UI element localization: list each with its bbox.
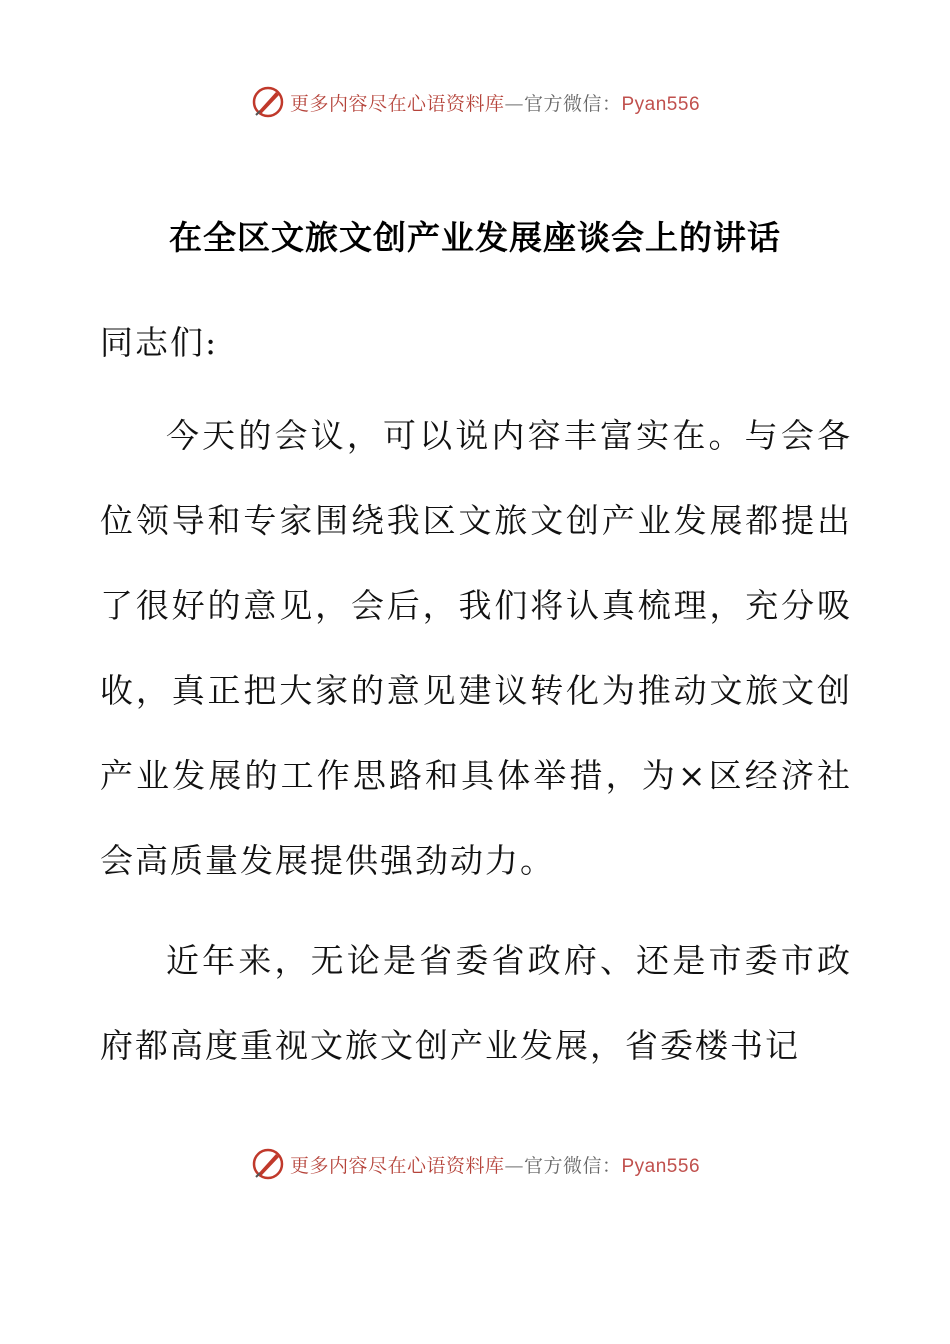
watermark-text: 更多内容尽在心语资料库 (289, 92, 505, 115)
watermark-separator: — (504, 1154, 524, 1177)
document-title: 在全区文旅文创产业发展座谈会上的讲话 (169, 218, 781, 257)
pen-logo-icon (250, 1146, 286, 1182)
watermark-banner-bottom (0, 1144, 950, 1184)
paragraph-2-container (100, 918, 852, 1088)
watermark-wechat-id: Pyan556 (621, 1155, 701, 1177)
paragraph-1-container (100, 393, 852, 903)
watermark-wechat-id: Pyan556 (621, 93, 701, 115)
watermark-wechat-label: 官方微信： (523, 92, 622, 115)
pen-logo-icon (250, 84, 286, 120)
watermark-text: 更多内容尽在心语资料库 (289, 1154, 505, 1177)
paragraph-1: 今天的会议，可以说内容丰富实在。与会各位领导和专家围绕我区文旅文创产业发展都提出了很好的意见，会后，我们将认真梳理，充分吸收，真正把大家的意见建议转化为推动文旅文创产业发展的工作思路和具体举措，为×区经济社会高质量发展提供强劲动力。 (100, 416, 852, 880)
watermark-wechat-label: 官方微信： (523, 1154, 622, 1177)
watermark-banner-top (0, 82, 950, 122)
paragraph-2: 近年来，无论是省委省政府、还是市委市政府都高度重视文旅文创产业发展，省委楼书记 (100, 941, 852, 1065)
watermark-separator: — (504, 92, 524, 115)
salutation: 同志们: (100, 323, 219, 362)
